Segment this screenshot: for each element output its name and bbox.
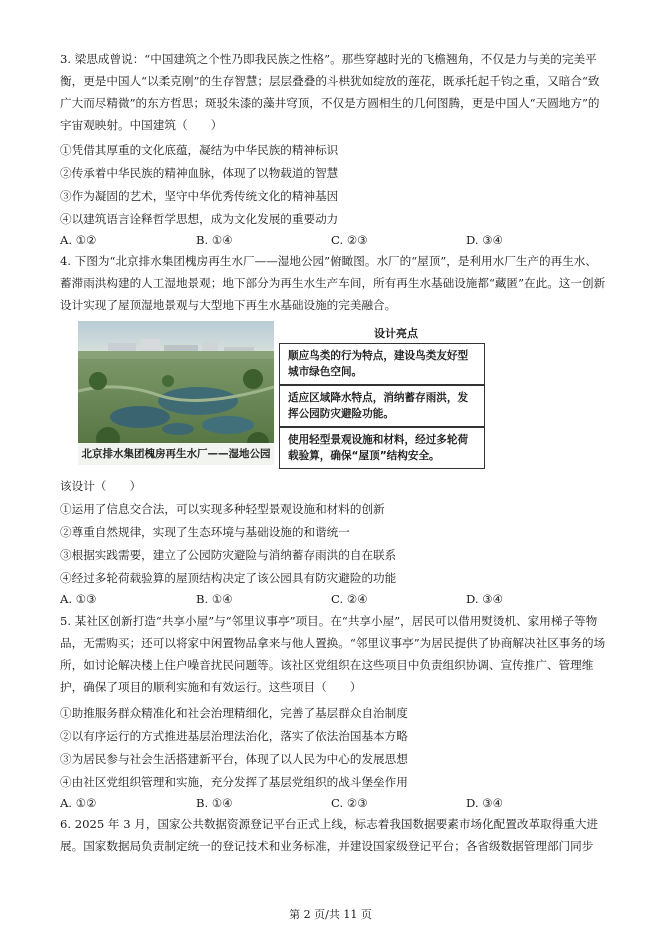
- q3-option-b: B. ①④: [196, 233, 233, 247]
- q4-item-3: ③根据实践需要，建立了公园防灾避险与消纳蓄存雨洪的自在联系: [60, 548, 397, 562]
- q5-option-a: A. ①②: [60, 796, 97, 810]
- q4-item-1: ①运用了信息交合法，可以实现多种轻型景观设施和材料的创新: [60, 502, 385, 516]
- q3-option-a: A. ①②: [60, 233, 97, 247]
- q5-stem: 5. 某社区创新打造“共享小屋”与“邻里议事亭”项目。在“共享小屋”，居民可以借用熨烫机、家用梯子等物品，无需购买；还可以将家中闲置物品拿来与他人置换。“邻里议事亭”为居民提供了协商解决社区事务的场所，如讨论解决楼上住户噪音扰民问题等。该社区党组织在这些项目中负责组织协调、宣传推广、管理维护，确保了项目的顺利实施和有效运行。这些项目（ ）: [60, 614, 606, 694]
- q4-option-d: D. ③④: [466, 592, 504, 606]
- q5-options: [60, 796, 560, 814]
- q5-option-d: D. ③④: [466, 796, 504, 810]
- q5-item-3: ③为居民参与社会生活搭建新平台，体现了以人民为中心的发展思想: [60, 752, 408, 766]
- q5-item-1: ①助推服务群众精准化和社会治理精细化，完善了基层群众自治制度: [60, 706, 408, 720]
- wetland-aerial-photo: [78, 321, 274, 465]
- q3-item-4: ④以建筑语言诠释哲学思想，成为文化发展的重要动力: [60, 212, 339, 226]
- photo-caption: 北京排水集团槐房再生水厂——湿地公园: [78, 443, 274, 465]
- q3-item-2: ②传承着中华民族的精神血脉，体现了以物载道的智慧: [60, 166, 339, 180]
- q6-stem: 6. 2025 年 3 月，国家公共数据资源登记平台正式上线，标志着我国数据要素市场化配置改革取得重大进展。国家数据局负责制定统一的登记技术和业务标准，并建设国家级登记平台；各省级数据管理部门同步: [60, 817, 599, 853]
- q5-option-c: C. ②③: [331, 796, 368, 810]
- q4-stem: 4. 下图为“北京排水集团槐房再生水厂——湿地公园”俯瞰图。水厂的“屋顶”，是利用水厂生产的再生水、蓄滞雨洪构建的人工湿地景观；地下部分为再生水生产车间，所有再生水基础设施都“藏匿”在此。这一创新设计实现了屋顶湿地景观与大型地下再生水基础设施的完美融合。: [60, 254, 606, 312]
- q4-option-c: C. ②④: [331, 592, 368, 606]
- design-point-1: 顺应鸟类的行为特点，建设鸟类友好型城市绿色空间。: [279, 343, 485, 385]
- q4-options: [60, 592, 560, 610]
- page-number: 第 2 页/共 11 页: [289, 908, 372, 921]
- design-highlights-title: 设计亮点: [374, 327, 418, 340]
- q4-question: 该设计（ ）: [60, 479, 142, 493]
- q3-options: [60, 233, 560, 251]
- q3-option-c: C. ②③: [331, 233, 368, 247]
- q4-option-a: A. ①③: [60, 592, 97, 606]
- q5-option-b: B. ①④: [196, 796, 233, 810]
- q3-stem: 3. 梁思成曾说：“中国建筑之个性乃即我民族之性格”。那些穿越时光的飞檐翘角，不仅是力与美的完美平衡，更是中国人“以柔克刚”的生存智慧；层层叠叠的斗栱犹如绽放的莲花，既承托起千钧之重，又暗合“致广大而尽精微”的东方哲思；斑驳朱漆的藻井穹顶，不仅是方圆相生的几何图腾，更是中国人“天圆地方”的宇宙观映射。中国建筑（ ）: [60, 52, 600, 132]
- q4-item-2: ②尊重自然规律，实现了生态环境与基础设施的和谐统一: [60, 525, 350, 539]
- q5-item-4: ④由社区党组织管理和实施，充分发挥了基层党组织的战斗堡垒作用: [60, 775, 408, 789]
- q3-option-d: D. ③④: [466, 233, 504, 247]
- q3-item-3: ③作为凝固的艺术，坚守中华优秀传统文化的精神基因: [60, 189, 339, 203]
- q4-item-4: ④经过多轮荷载验算的屋顶结构决定了该公园具有防灾避险的功能: [60, 571, 397, 585]
- q4-option-b: B. ①④: [196, 592, 233, 606]
- design-point-2: 适应区域降水特点，消纳蓄存雨洪，发挥公园防灾避险功能。: [279, 385, 485, 427]
- design-point-3: 使用轻型景观设施和材料，经过多轮荷载验算，确保“屋顶”结构安全。: [279, 427, 485, 469]
- q3-item-1: ①凭借其厚重的文化底蕴，凝结为中华民族的精神标识: [60, 143, 339, 157]
- q5-item-2: ②以有序运行的方式推进基层治理法治化，落实了依法治国基本方略: [60, 729, 408, 743]
- q4-figure: [78, 321, 584, 465]
